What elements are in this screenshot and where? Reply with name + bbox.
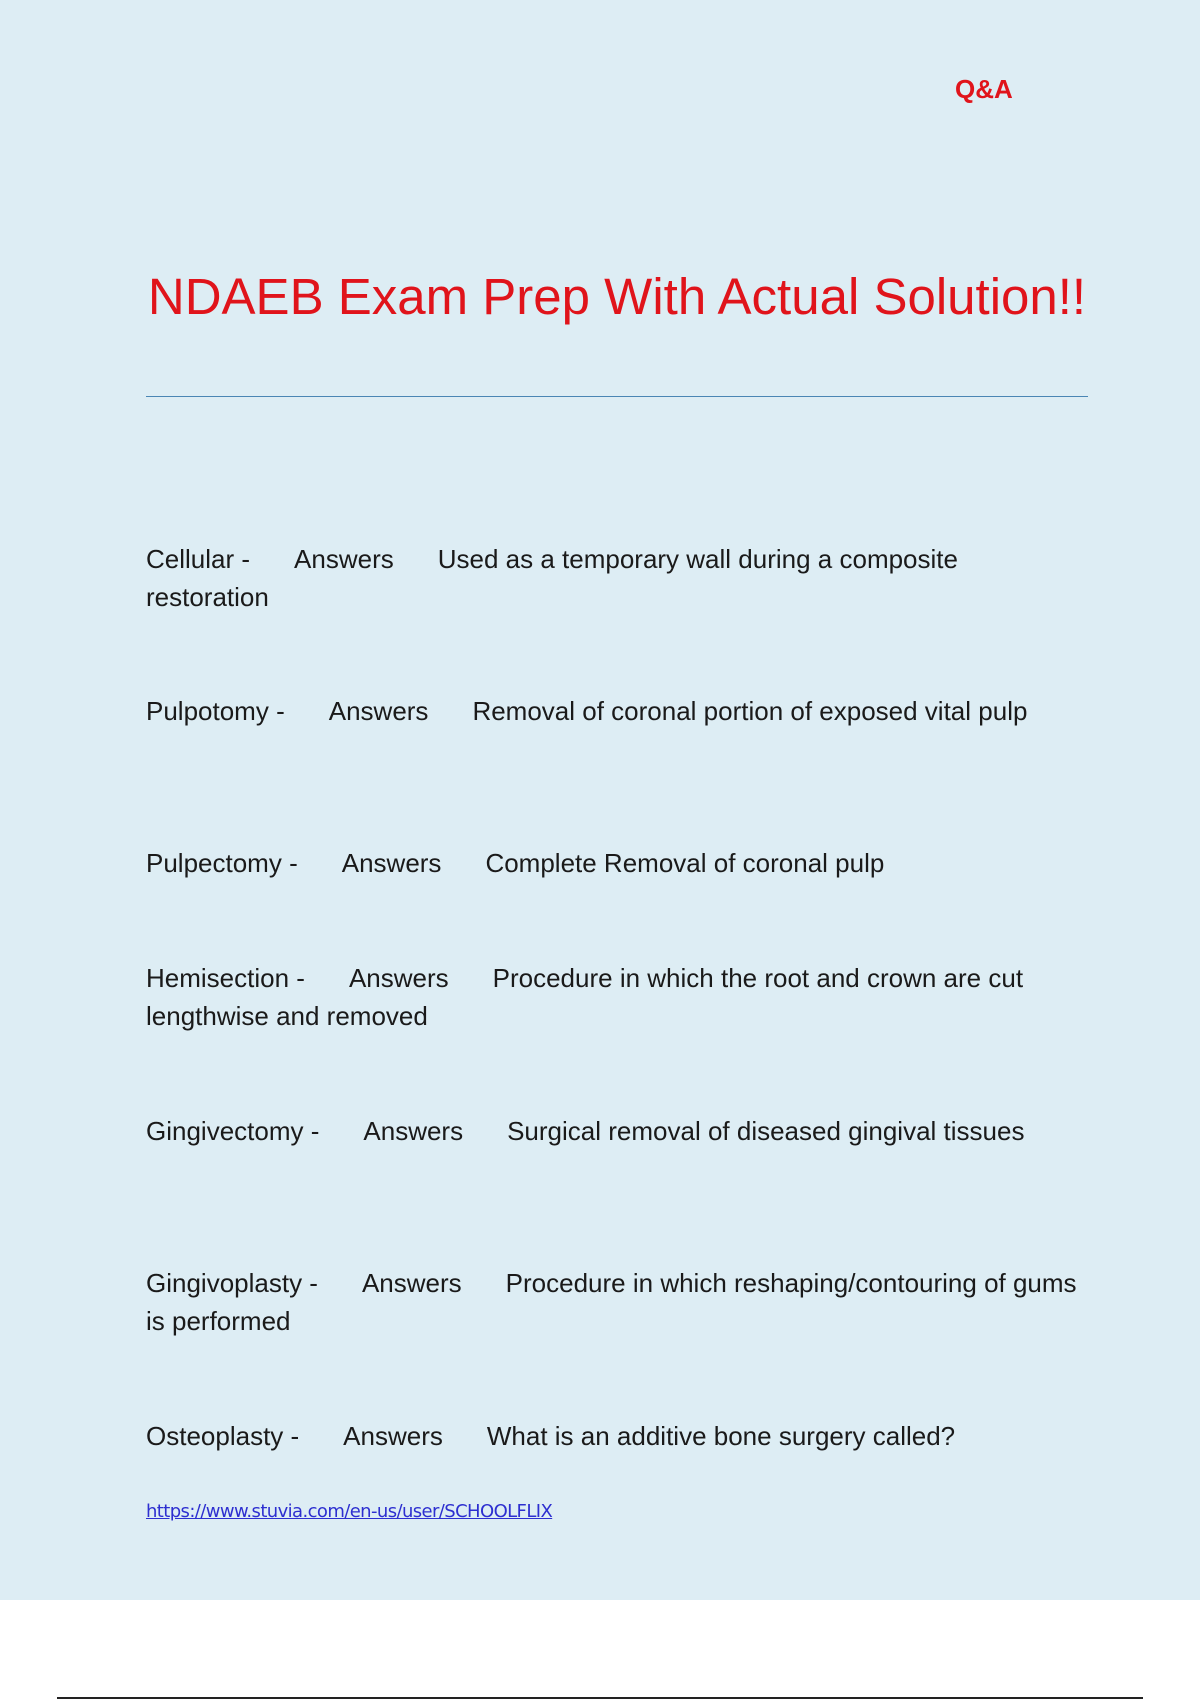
qa-term: Pulpotomy - (146, 696, 285, 726)
qa-answer: Procedure in which the root and crown are cut lengthwise and removed (146, 963, 1024, 1031)
document-title: NDAEB Exam Prep With Actual Solution!! (147, 268, 1087, 325)
qa-answer: Removal of coronal portion of exposed vital pulp (472, 696, 1028, 726)
qa-item-osteoplasty (146, 1417, 1086, 1455)
qa-item-gingivectomy (146, 1112, 1086, 1150)
source-link[interactable]: https://www.stuvia.com/en-us/user/SCHOOLFLIX (146, 1501, 553, 1522)
qa-item-pulpectomy (146, 844, 1086, 882)
qa-term: Cellular - (146, 544, 251, 574)
qa-answer: Complete Removal of coronal pulp (485, 848, 885, 878)
qa-item-gingivoplasty (146, 1264, 1086, 1340)
qa-item-pulpotomy (146, 692, 1086, 730)
qa-separator: Answers (348, 963, 449, 993)
qa-item-cellular (146, 540, 1086, 616)
qa-term: Gingivoplasty - (146, 1268, 318, 1298)
qa-answer: Surgical removal of diseased gingival tissues (507, 1116, 1025, 1146)
qa-term: Hemisection - (146, 963, 305, 993)
qa-tag: Q&A (955, 74, 1013, 104)
qa-answer: Used as a temporary wall during a composite restoration (146, 544, 958, 612)
qa-term: Osteoplasty - (146, 1421, 300, 1451)
qa-term: Gingivectomy - (146, 1116, 320, 1146)
qa-separator: Answers (363, 1116, 464, 1146)
qa-separator: Answers (294, 544, 394, 574)
qa-answer: What is an additive bone surgery called? (486, 1421, 956, 1451)
qa-separator: Answers (328, 696, 429, 726)
title-divider (146, 396, 1088, 397)
qa-separator: Answers (343, 1421, 443, 1451)
qa-term: Pulpectomy - (146, 848, 298, 878)
footer-divider (57, 1697, 1143, 1699)
qa-separator: Answers (361, 1268, 462, 1298)
qa-answer: Procedure in which reshaping/contouring of gums is performed (146, 1268, 1077, 1336)
qa-item-hemisection (146, 959, 1086, 1035)
qa-separator: Answers (341, 848, 442, 878)
